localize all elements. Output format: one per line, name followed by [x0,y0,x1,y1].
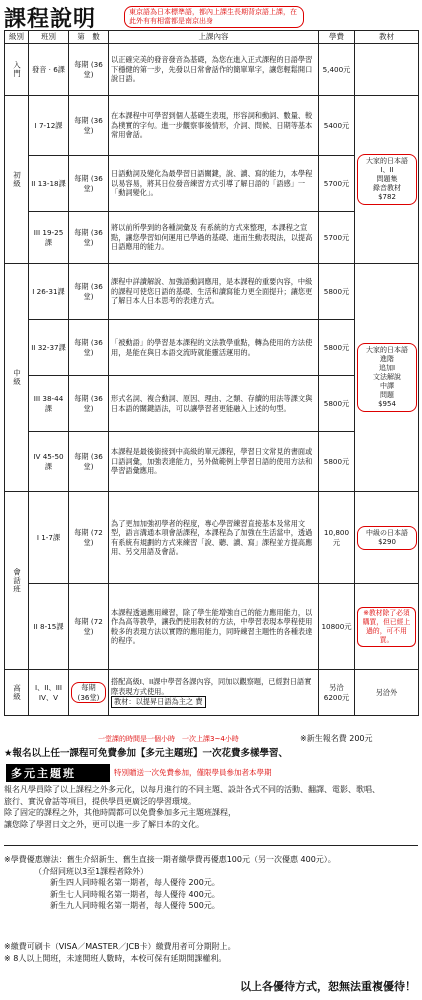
fee-cell: 5800元 [319,264,355,320]
book-cell [355,44,419,96]
table-row [5,492,419,584]
textbook-box-2: 大家的日本語 進階 追加I 文法解說 中譯 問題 $954 [357,343,417,412]
registration-fee-note: ※新生報名費 200元 [300,734,373,743]
course-table [4,30,419,716]
period-cell: 每期 (72堂) [69,492,109,584]
desc-cell: 在本課程中可學習到個人基礎生表現，形容詞和動詞、數量、較為樸實的字句。進一步觀察事後情形，介詞、問候、日期等基本常用會話。 [109,96,319,156]
level-cell: 中級 [5,264,29,492]
class-cell: III 19-25課 [29,212,69,264]
col-header: 班別 [29,31,69,44]
book-red-note: ※教材除了必須購買，但已經上過的，可不用買。 [357,607,416,647]
fee-cell: 另洽 6200元 [319,670,355,716]
free-theme-banner: ★報名以上任一課程可免費參加【多元主題班】一次花費多樣學習、 [4,748,289,759]
page-title: 課程說明 [4,6,97,32]
class-cell: 發音 · 6課 [29,44,69,96]
book-line: 教材：以提昇日語為主之 費 [111,696,206,708]
hour-note: 一堂課的時間是一個小時 一次上課3~4小時 [98,735,239,743]
desc-cell: 本課程透過應用練習，除了學生能增強自己的能力應用能力，以作為高等教學，讓我們使用教材的方法，中學習表現本學程使用較多的表現方法以實際的應用能力，同時練習主題性的各種表達的程序。 [109,584,319,670]
book-price: $290 [378,537,396,546]
period-cell: 每期 (36堂) [69,264,109,320]
fee-cell: 5700元 [319,212,355,264]
book-cell [355,492,419,584]
class-cell: I 26-31課 [29,264,69,320]
desc-cell: 本課程是最後銜接到中高級的單元課程，學習日文常見的書面或口語詞彙，加強表達能力，另外做範例上學習日語的使用方法和學習語彙應用。 [109,432,319,492]
period-cell: 每期 (36堂) [69,320,109,376]
book-cell [355,264,419,492]
period-cell: 每期 (72堂) [69,584,109,670]
fee-cell: 10800元 [319,584,355,670]
class-cell: I 7-12課 [29,96,69,156]
table-row [5,584,419,670]
class-cell: I 1-7課 [29,492,69,584]
discount-section: ※學費優惠辦法：舊生介紹新生、舊生直接一期者繳學費再優惠100元（另一次優惠 400元）。 （介紹同班以3至1課程者除外） 新生四人同時報名第一期者，每人優待 200元。 新生七人同時報名第一期者，每人優待 400元。 新生九人同時報名第一期者，每人優待 500元。 [4,855,336,910]
period-cell: 每期 (36堂) [69,156,109,212]
table-row [5,96,419,156]
table-row [5,44,419,96]
table-row [5,264,419,320]
theme-description: 報名凡學員除了以上課程之外多元化，以每月進行的不同主題、設計各式不同的活動、翻譯、電影、歌唱、 旅行、實況會話等項目，提供學員更廣泛的學習環境。 除了固定的課程之外，其他時間都可以免費參加多元主題班課程， 讓您除了學習日文之外，更可以進一步了解日本的文化。 [4,785,380,829]
level-cell: 會話班 [5,492,29,670]
period-cell: 每期 (36堂) [69,376,109,432]
table-header-row [5,31,419,44]
table-row [5,670,419,716]
book-title: 大家的日本語 [366,346,408,354]
period-cell: 每期 (36堂) [69,432,109,492]
desc-cell: 以正確完美的發音發音為基礎，為您在進入正式課程的日語學習下穩健的第一步，先發以日常會話作的簡單單字，讓您輕鬆開口說日語。 [109,44,319,96]
theme-class-note: 特別贈送一次免費參加，僅限學員參加者本學期 [114,768,272,777]
desc-cell: 將以前所學到的各種詞彙及 有系統的方式來整理，本課程之宣點，讓您學習如何運用已學過的基礎、進而生動表現法，以提高日語應用的能力。 [109,212,319,264]
period-cell: 每期 (36堂) [69,212,109,264]
level-cell: 高級 [5,670,29,716]
header-note: 東京語為日本標準語，都內上課生長期背京語上課，在此外有有相當都是南京出身 [124,6,304,28]
desc-cell: 形式名詞、複合動詞、原因、理由、之類、存續的用法等課文與日本語的關鍵語法，可以讓學習者更能融入上述的句型。 [109,376,319,432]
fee-cell: 10,800元 [319,492,355,584]
class-cell: II 32-37課 [29,320,69,376]
book-price: $954 [378,400,396,408]
fee-cell: 5800元 [319,376,355,432]
book-cell [355,584,419,670]
col-header: 教材 [355,31,419,44]
level-cell: 入門 [5,44,29,96]
divider [4,845,418,846]
desc-cell: 搭配高級I、II課中學習各課內容，同加以觀察題，已經對日語實際表現方式使用。 教材：以提昇日語為主之 費 [109,670,319,716]
period-cell: 每期 (36堂) [69,44,109,96]
period-cell: 每期 (36堂) [69,670,109,716]
col-header: 第 數 [69,31,109,44]
textbook-box-3 [357,526,417,550]
fee-cell: 5700元 [319,156,355,212]
desc-cell: 課程中詳讀解說、加強語動詞應用，是本課程的重要內容，中級的課程可使您日語的基礎、生活和讀寫能力更全面提升；讓您更了解日本人日本思考的表達方式。 [109,264,319,320]
col-header: 上課內容 [109,31,319,44]
fee-cell: 5,400元 [319,44,355,96]
class-cell: II 13-18課 [29,156,69,212]
theme-class-title: 多元主題班 [6,764,110,782]
class-cell: III 38-44課 [29,376,69,432]
class-cell: IV 45-50課 [29,432,69,492]
book-cell: 另洽外 [355,670,419,716]
period-cell: 每期 (36堂) [69,96,109,156]
book-title: 中級の日本語 [366,528,408,537]
fee-cell: 5400元 [319,96,355,156]
textbook-box-1: 大家的日本語 I、II 問題集 錄音教材 $782 [357,154,417,205]
col-header: 級別 [5,31,29,44]
desc-cell: 為了更加加強初學者的程度，專心學習練習直接基本及常用文型，語言溝通本項會話課程，本課程為了加強在生活當中，透過有系統有規劃的方式來練習「說、聽、讀、寫」課程並方提高應用、另交用語及會話。 [109,492,319,584]
col-header: 學費 [319,31,355,44]
class-cell: I、II、III IV、V [29,670,69,716]
payment-section: ※繳費可刷卡（VISA／MASTER／JCB卡）繳費用者可分期附上。 ※ 8人以上開班，未達開班人數時，本校可保有延期開課權利。 [4,942,236,963]
book-cell [355,96,419,264]
final-note: 以上各優待方式，恕無法重複優待！ [240,980,416,993]
book-price: $782 [378,193,396,201]
desc-cell: 日語動詞及變化為最學習日語關鍵，說、讀、寫的能力，本學程以易容易，將其日位發音練習方式引導了解日語的「語感」一「動詞變化」。 [109,156,319,212]
fee-cell: 5800元 [319,432,355,492]
level-cell: 初級 [5,96,29,264]
page-header [4,2,418,30]
desc-cell: 「被動語」的學習是本課程的文法教學重點，轉為使用的方法使用，是能在與日本語交流時就能靈活運用的。 [109,320,319,376]
class-cell: II 8-15課 [29,584,69,670]
book-title: 大家的日本語 [366,157,408,165]
fee-cell: 5800元 [319,320,355,376]
